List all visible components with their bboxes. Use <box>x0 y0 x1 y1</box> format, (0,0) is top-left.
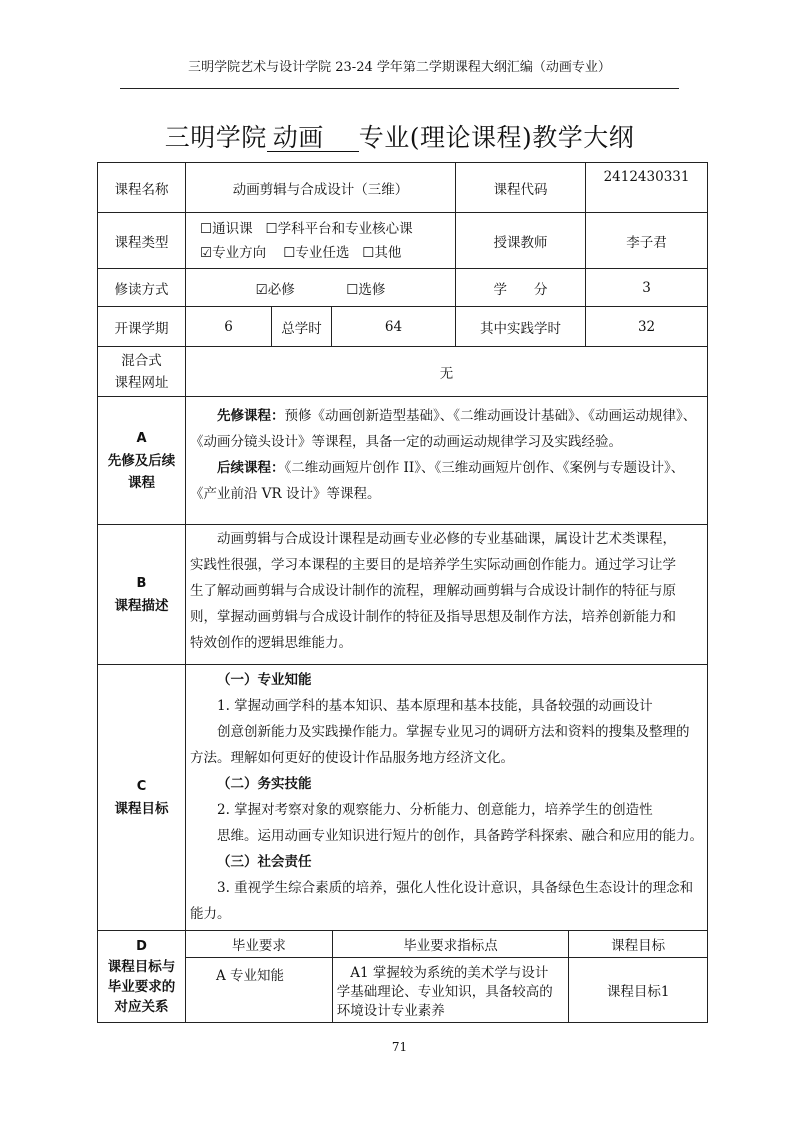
course-url-value: 无 <box>186 347 708 397</box>
prerequisite-text-1: 预修《动画创新造型基础》、《二维动画设计基础》、《动画运动规律》、 <box>284 408 697 424</box>
page-header: 三明学院艺术与设计学院 23-24 学年第二学期课程大纲汇编（动画专业） <box>188 60 611 75</box>
mapping-requirement: A 专业知能 <box>186 957 332 1022</box>
goal-1-line-1: 1. 掌握动画学科的基本知识、基本原理和基本技能，具备较强的动画设计 <box>217 698 653 714</box>
section-b-row <box>98 525 708 665</box>
goal-1-line-3: 方法。理解如何更好的使设计作品服务地方经济文化。 <box>190 750 514 766</box>
prerequisite-text-2: 《动画分镜头设计》等课程，具备一定的动画运动规律学习及实践经验。 <box>190 434 622 450</box>
section-a-content <box>186 397 708 525</box>
goal-1-line-2: 创意创新能力及实践操作能力。掌握专业见习的调研方法和资料的搜集及整理的 <box>217 724 690 740</box>
mapping-indicator <box>332 957 568 1022</box>
option-required-label: 必修 <box>267 281 295 298</box>
teacher-value: 李子君 <box>586 213 708 269</box>
course-code-value: 2412430331 <box>586 163 708 213</box>
checkbox-elective[interactable]: ☐ <box>283 244 296 261</box>
goal-heading-knowledge: （一）专业知能 <box>217 672 312 688</box>
subsequent-text-1: 《二维动画短片创作 II》、《三维动画短片创作、《案例与专题设计》、 <box>284 460 685 476</box>
mapping-col-requirement: 毕业要求 <box>186 931 332 957</box>
course-type-line-1 <box>200 217 453 241</box>
section-b-title: 课程描述 <box>114 597 169 614</box>
section-d-heading <box>98 931 186 1023</box>
mapping-col-goal: 课程目标 <box>569 931 707 957</box>
row-semester <box>98 307 708 347</box>
course-name-label: 课程名称 <box>98 163 186 213</box>
mapping-table <box>186 931 707 1022</box>
course-type-options <box>186 213 456 269</box>
row-course-name <box>98 163 708 213</box>
indicator-line-2: 学基础理论、专业知识，具备较高的 <box>336 983 553 1000</box>
subsequent-text-2: 《产业前沿 VR 设计》等课程。 <box>190 486 381 502</box>
option-general-label: 通识课 <box>212 220 253 237</box>
section-a-title-line-2: 课程 <box>128 474 155 491</box>
goal-2-line-2: 思维。运用动画专业知识进行短片的创作，具备跨学科探索、融合和应用的能力。 <box>217 828 703 844</box>
description-line-5: 特效创作的逻辑思维能力。 <box>190 635 352 651</box>
course-url-label-line-2: 课程网址 <box>114 374 169 391</box>
indicator-line-3: 环境设计专业素养 <box>336 1002 445 1019</box>
goal-3-line-2: 能力。 <box>190 906 231 922</box>
page-number: 71 <box>391 1040 408 1054</box>
indicator-line-1: A1 掌握较为系统的美术学与设计 <box>350 964 549 981</box>
course-url-label <box>98 347 186 397</box>
course-type-line-2 <box>200 241 453 265</box>
description-line-1: 动画剪辑与合成设计课程是动画专业必修的专业基础课，属设计艺术类课程， <box>217 531 676 547</box>
checkbox-core[interactable]: ☐ <box>265 220 278 237</box>
section-a-row <box>98 397 708 525</box>
option-other-label: 其他 <box>374 244 402 261</box>
goal-3-line-1: 3. 重视学生综合素质的培养，强化人性化设计意识，具备绿色生态设计的理念和 <box>217 880 694 896</box>
section-c-letter: C <box>136 778 147 794</box>
section-b-content <box>186 525 708 665</box>
practice-hours-label: 其中实践学时 <box>456 307 586 347</box>
section-d-title-line-3: 对应关系 <box>114 998 169 1015</box>
title-prefix: 三明学院 <box>164 123 267 152</box>
section-d-letter: D <box>136 938 147 954</box>
goal-2-line-1: 2. 掌握对考察对象的观察能力、分析能力、创意能力，培养学生的创造性 <box>217 802 653 818</box>
checkbox-general[interactable]: ☐ <box>200 220 213 237</box>
option-elective-label: 专业任选 <box>295 244 350 261</box>
option-optional-label: 选修 <box>358 281 386 298</box>
teacher-label: 授课教师 <box>456 213 586 269</box>
syllabus-table <box>97 162 708 1023</box>
practice-hours-value: 32 <box>586 307 708 347</box>
section-d-title-line-1: 课程目标与 <box>107 958 176 975</box>
course-code-label: 课程代码 <box>456 163 586 213</box>
mapping-col-indicator: 毕业要求指标点 <box>332 931 568 957</box>
hours-label: 总学时 <box>272 307 332 347</box>
hours-value: 64 <box>332 307 456 347</box>
row-study-mode <box>98 269 708 307</box>
checkbox-optional[interactable]: ☐ <box>346 281 359 298</box>
semester-value: 6 <box>186 307 272 347</box>
header-rule <box>120 88 679 89</box>
option-core-label: 学科平台和专业核心课 <box>277 220 413 237</box>
option-direction-label: 专业方向 <box>212 244 267 261</box>
document-title <box>0 118 799 154</box>
section-d-title-line-2: 毕业要求的 <box>107 978 176 995</box>
study-mode-label: 修读方式 <box>98 269 186 307</box>
section-c-heading <box>98 665 186 931</box>
semester-label: 开课学期 <box>98 307 186 347</box>
section-c-row <box>98 665 708 931</box>
section-b-heading <box>98 525 186 665</box>
section-c-title: 课程目标 <box>114 800 169 817</box>
description-line-3: 生了解动画剪辑与合成设计制作的流程，理解动画剪辑与合成设计制作的特征与原 <box>190 583 676 599</box>
checkbox-other[interactable]: ☐ <box>362 244 375 261</box>
goal-heading-skills: （二）务实技能 <box>217 776 312 792</box>
subsequent-label: 后续课程： <box>217 460 285 476</box>
mapping-header-row <box>186 931 707 957</box>
study-mode-options <box>186 269 456 307</box>
section-a-title-line-1: 先修及后续 <box>107 452 176 469</box>
section-b-letter: B <box>136 575 147 591</box>
course-name-value: 动画剪辑与合成设计（三维） <box>186 163 456 213</box>
description-line-4: 则，掌握动画剪辑与合成设计制作的特征及指导思想及制作方法，培养创新能力和 <box>190 609 676 625</box>
section-a-letter: A <box>136 430 147 446</box>
row-course-type <box>98 213 708 269</box>
checkbox-required[interactable]: ☑ <box>255 281 268 298</box>
prerequisite-label: 先修课程： <box>217 408 285 424</box>
course-url-label-line-1: 混合式 <box>121 352 162 369</box>
section-a-heading <box>98 397 186 525</box>
section-d-content <box>186 931 708 1023</box>
mapping-row <box>186 957 707 1022</box>
description-line-2: 实践性很强，学习本课程的主要目的是培养学生实际动画创作能力。通过学习让学 <box>190 557 676 573</box>
goal-heading-social: （三）社会责任 <box>217 854 312 870</box>
section-c-content <box>186 665 708 931</box>
checkbox-direction[interactable]: ☑ <box>200 244 213 261</box>
credit-label: 学 分 <box>456 269 586 307</box>
row-course-url <box>98 347 708 397</box>
title-major: 动画 <box>267 125 359 152</box>
credit-value: 3 <box>586 269 708 307</box>
section-d-row <box>98 931 708 1023</box>
mapping-goal: 课程目标1 <box>569 957 707 1022</box>
title-suffix: 专业(理论课程)教学大纲 <box>358 123 635 152</box>
course-type-label: 课程类型 <box>98 213 186 269</box>
